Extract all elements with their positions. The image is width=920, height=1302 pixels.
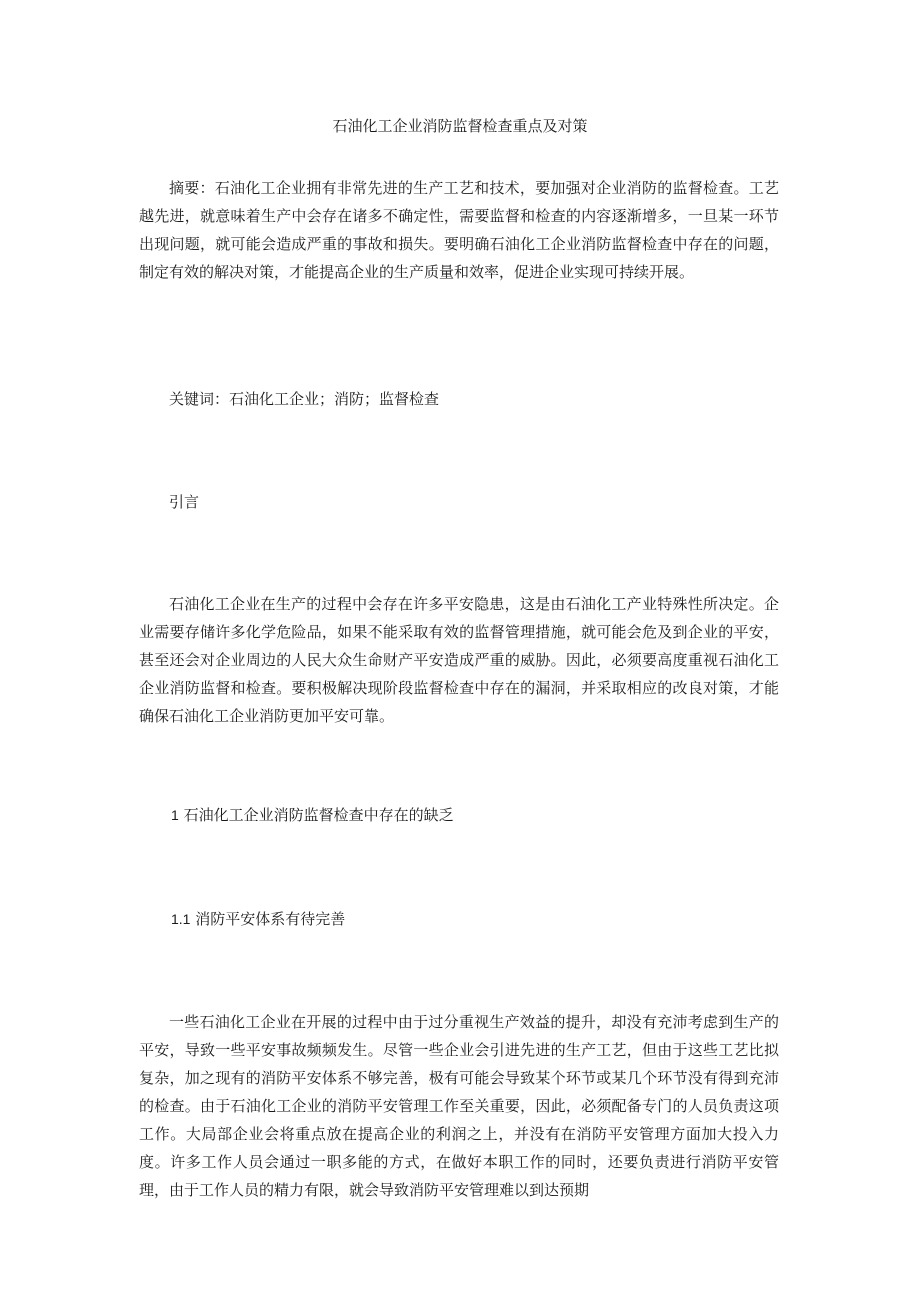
abstract-paragraph: 摘要：石油化工企业拥有非常先进的生产工艺和技术，要加强对企业消防的监督检查。工艺越先进，就意味着生产中会存在诸多不确定性，需要监督和检查的内容逐渐增多，一旦某一环节出现问题，就可能会造成严重的事故和损失。要明确石油化工企业消防监督检查中存在的问题，制定有效的解决对策，才能提高企业的生产质量和效率，促进企业实现可持续开展。	[139, 179, 779, 281]
intro-heading: 引言	[169, 493, 200, 511]
section-heading-1	[171, 804, 454, 826]
intro-paragraph: 石油化工企业在生产的过程中会存在许多平安隐患，这是由石油化工产业特殊性所决定。企业需要存储许多化学危险品，如果不能采取有效的监督管理措施，就可能会危及到企业的平安，甚至还会对企业周边的人民大众生命财产平安造成严重的威胁。因此，必须要高度重视石油化工企业消防监督和检查。要积极解决现阶段监督检查中存在的漏洞，并采取相应的改良对策，才能确保石油化工企业消防更加平安可靠。	[139, 595, 779, 725]
section-title: 石油化工企业消防监督检查中存在的缺乏	[183, 806, 454, 824]
document-title: 石油化工企业消防监督检查重点及对策	[332, 117, 588, 135]
section-1-1-paragraph: 一些石油化工企业在开展的过程中由于过分重视生产效益的提升，却没有充沛考虑到生产的平安，导致一些平安事故频频发生。尽管一些企业会引进先进的生产工艺，但由于这些工艺比拟复杂，加之现有的消防平安体系不够完善，极有可能会导致某个环节或某几个环节没有得到充沛的检查。由于石油化工企业的消防平安管理工作至关重要，因此，必须配备专门的人员负责这项工作。大局部企业会将重点放在提高企业的利润之上，并没有在消防平安管理方面加大投入力度。许多工作人员会通过一职多能的方式，在做好本职工作的同时，还要负责进行消防平安管理，由于工作人员的精力有限，就会导致消防平安管理难以到达预期	[139, 1013, 779, 1199]
section-number: 1	[171, 807, 179, 823]
section-heading-1-1	[171, 908, 345, 930]
subsection-number: 1.1	[171, 911, 191, 927]
subsection-title: 消防平安体系有待完善	[195, 910, 346, 928]
keywords-line: 关键词：石油化工企业；消防；监督检查	[169, 390, 440, 408]
